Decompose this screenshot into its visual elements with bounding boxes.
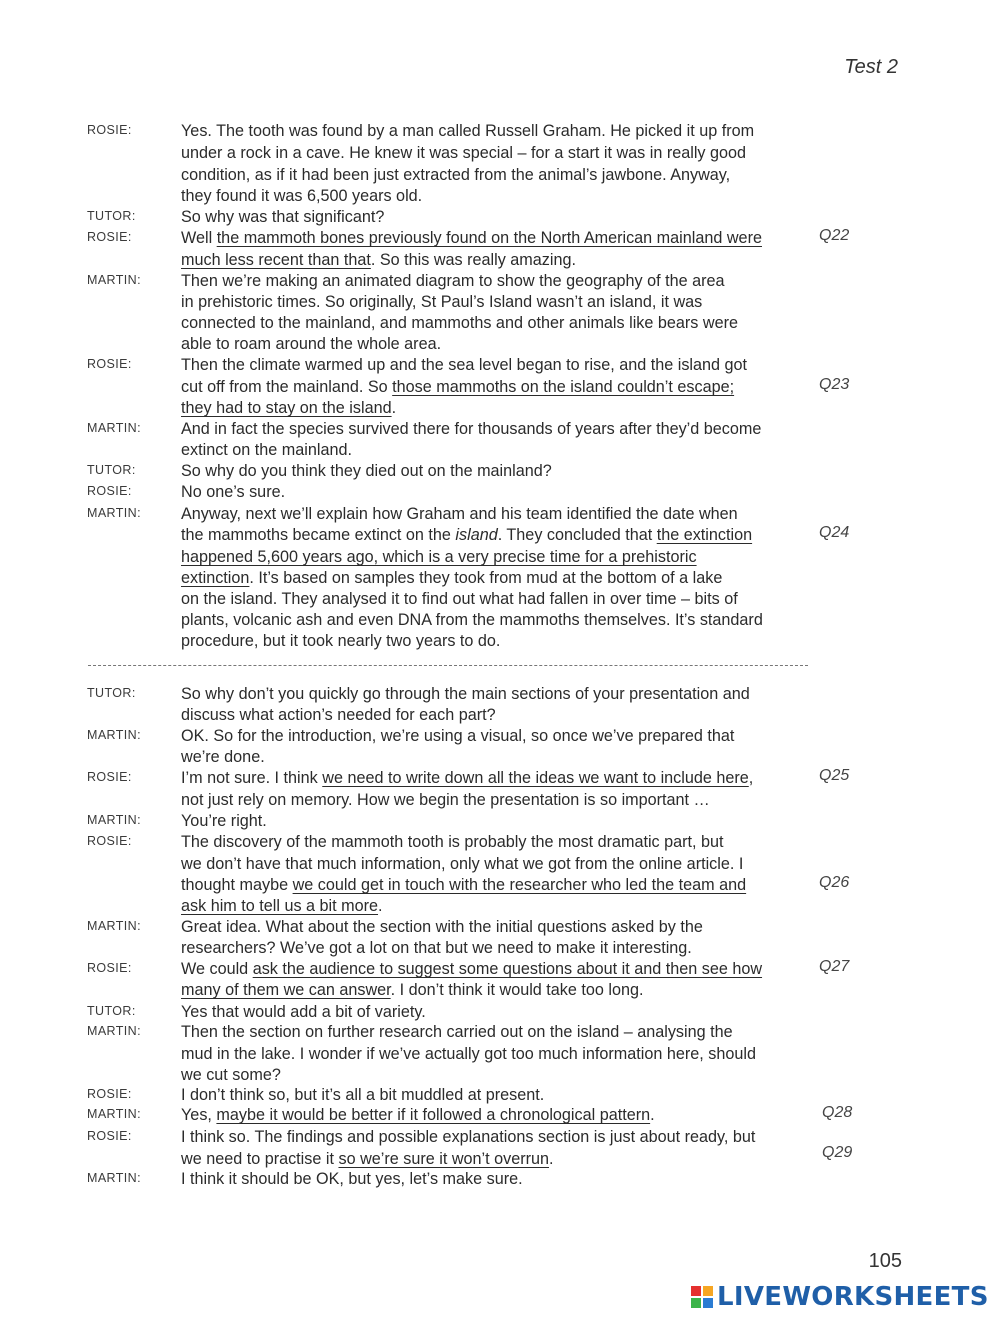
- transcript-line: [0, 185, 999, 207]
- transcript-line: [0, 333, 999, 355]
- transcript-line: [0, 354, 999, 376]
- text-segment: .: [391, 399, 397, 417]
- liveworksheets-logo[interactable]: [691, 1280, 989, 1314]
- text-segment: Then the section on further research carried out on the island – analysing the: [181, 1023, 733, 1041]
- dialogue-text: [181, 630, 500, 652]
- transcript-line: [0, 312, 999, 334]
- dialogue-text: [181, 1168, 523, 1190]
- transcript-line: [0, 546, 999, 568]
- text-segment: Yes,: [181, 1106, 217, 1124]
- dialogue-text: [181, 164, 730, 186]
- dialogue-text: [181, 249, 576, 271]
- dialogue-text: [181, 439, 352, 461]
- dialogue-text: [181, 397, 396, 419]
- transcript-line: [0, 874, 999, 896]
- transcript-line: [0, 1064, 999, 1086]
- speaker-label: ROSIE:: [87, 961, 132, 975]
- transcript-line: [0, 418, 999, 440]
- speaker-label: MARTIN:: [87, 506, 141, 520]
- transcript-line: [0, 460, 999, 482]
- transcript-line: [0, 683, 999, 705]
- text-segment: they found it was 6,500 years old.: [181, 187, 423, 205]
- dialogue-text: [181, 789, 710, 811]
- dialogue-text: [181, 227, 762, 249]
- answer-underline: many of them we can answer: [181, 981, 391, 999]
- transcript-line: [0, 142, 999, 164]
- speaker-label: ROSIE:: [87, 357, 132, 371]
- text-segment: Great idea. What about the section with the initial questions asked by the: [181, 918, 703, 936]
- transcript-line: [0, 206, 999, 228]
- answer-underline: much less recent than that: [181, 251, 371, 269]
- dialogue-text: [181, 206, 384, 228]
- dialogue-text: [181, 1021, 733, 1043]
- text-segment: we don’t have that much information, only what we got from the online article. I: [181, 855, 744, 873]
- dialogue-text: [181, 1001, 426, 1023]
- transcript-line: [0, 1168, 999, 1190]
- dialogue-text: [181, 1126, 755, 1148]
- answer-underline: the extinction: [656, 526, 753, 544]
- dialogue-text: [181, 588, 738, 610]
- transcript-line: [0, 1144, 999, 1170]
- dialogue-text: [181, 937, 692, 959]
- transcript-line: [0, 120, 999, 142]
- text-segment: extinct on the mainland.: [181, 441, 352, 459]
- speaker-label: MARTIN:: [87, 919, 141, 933]
- text-segment: connected to the mainland, and mammoths and other animals like bears were: [181, 314, 738, 332]
- text-segment: plants, volcanic ash and even DNA from the mammoths themselves. It’s standard: [181, 611, 763, 629]
- dialogue-text: [181, 333, 441, 355]
- answer-underline: those mammoths on the island couldn’t escape;: [392, 378, 735, 396]
- transcript-line: [0, 164, 999, 186]
- transcript-line: [0, 725, 999, 747]
- text-segment: . It’s based on samples they took from mud at the bottom of a lake: [249, 569, 723, 587]
- text-segment: No one’s sure.: [181, 483, 286, 501]
- transcript-line: [0, 895, 999, 917]
- text-segment: on the island. They analysed it to find out what had fallen in over time – bits of: [181, 590, 738, 608]
- answer-underline: ask the audience to suggest some questions about it and then see how: [252, 960, 763, 978]
- dialogue-text: [181, 725, 734, 747]
- answer-underline: they had to stay on the island: [181, 399, 392, 417]
- dialogue-text: [181, 1084, 544, 1106]
- transcript-line: [0, 376, 999, 398]
- transcript-line: [0, 853, 999, 875]
- transcript-line: [0, 916, 999, 938]
- transcript-line: [0, 1001, 999, 1023]
- speaker-label: MARTIN:: [87, 1107, 141, 1121]
- transcript-line: [0, 789, 999, 811]
- dialogue-text: [181, 185, 422, 207]
- logo-tile: [691, 1286, 701, 1296]
- transcript-line: [0, 979, 999, 1001]
- question-marker: Q22: [819, 227, 850, 244]
- text-segment: the mammoths became extinct on the: [181, 526, 456, 544]
- text-segment: Anyway, next we’ll explain how Graham and his team identified the date when: [181, 505, 738, 523]
- dialogue-text: [181, 1104, 655, 1126]
- speaker-label: ROSIE:: [87, 123, 132, 137]
- speaker-label: MARTIN:: [87, 1024, 141, 1038]
- speaker-label: ROSIE:: [87, 484, 132, 498]
- text-segment: not just rely on memory. How we begin the presentation is so important …: [181, 791, 710, 809]
- text-segment: island: [455, 526, 498, 544]
- text-segment: discuss what action’s needed for each part?: [181, 706, 496, 724]
- text-segment: So why don’t you quickly go through the main sections of your presentation and: [181, 685, 750, 703]
- dialogue-text: [181, 767, 753, 789]
- speaker-label: MARTIN:: [87, 273, 141, 287]
- transcript-line: [0, 746, 999, 768]
- dialogue-text: [181, 1043, 756, 1065]
- dialogue-text: [181, 704, 496, 726]
- transcript-line: [0, 1021, 999, 1043]
- transcript-line: [0, 1043, 999, 1065]
- text-segment: researchers? We’ve got a lot on that but we need to make it interesting.: [181, 939, 692, 957]
- logo-tiles-icon: [691, 1286, 713, 1308]
- dialogue-text: [181, 746, 265, 768]
- speaker-label: MARTIN:: [87, 421, 141, 435]
- dialogue-text: [181, 481, 285, 503]
- text-segment: . I don’t think it would take too long.: [390, 981, 644, 999]
- transcript-line: [0, 481, 999, 503]
- text-segment: The discovery of the mammoth tooth is probably the most dramatic part, but: [181, 833, 724, 851]
- text-segment: You’re right.: [181, 812, 267, 830]
- dialogue-text: [181, 958, 762, 980]
- text-segment: .: [378, 897, 383, 915]
- text-segment: we need to practise it: [181, 1150, 339, 1168]
- text-segment: under a rock in a cave. He knew it was special – for a start it was in really good: [181, 144, 747, 162]
- transcript-line: [0, 1084, 999, 1106]
- dialogue-text: [181, 270, 725, 292]
- transcript-line: [0, 291, 999, 313]
- speaker-label: ROSIE:: [87, 1129, 132, 1143]
- text-segment: . They concluded that: [497, 526, 657, 544]
- text-segment: Yes. The tooth was found by a man called Russell Graham. He picked it up from: [181, 122, 755, 140]
- transcript-line: [0, 588, 999, 610]
- text-segment: ,: [748, 769, 754, 787]
- text-segment: .: [650, 1106, 655, 1124]
- text-segment: I think it should be OK, but yes, let’s make sure.: [181, 1170, 523, 1188]
- answer-underline: we need to write down all the ideas we want to include here: [322, 769, 749, 787]
- question-marker: Q25: [819, 767, 850, 784]
- transcript-line: [0, 704, 999, 726]
- transcript-line: [0, 270, 999, 292]
- logo-text: LIVEWORKSHEETS: [717, 1282, 989, 1312]
- text-segment: We could: [181, 960, 253, 978]
- transcript-line: [0, 831, 999, 853]
- dialogue-text: [181, 1064, 281, 1086]
- dialogue-text: [181, 916, 703, 938]
- transcript-line: [0, 810, 999, 832]
- transcript-line: [0, 503, 999, 525]
- answer-underline: maybe it would be better if it followed a chronological pattern: [216, 1106, 651, 1124]
- text-segment: I think so. The findings and possible explanations section is just about ready, but: [181, 1128, 756, 1146]
- text-segment: .: [549, 1150, 554, 1168]
- text-segment: . So this was really amazing.: [370, 251, 576, 269]
- text-segment: able to roam around the whole area.: [181, 335, 442, 353]
- text-segment: So why do you think they died out on the mainland?: [181, 462, 552, 480]
- question-marker: Q24: [819, 524, 850, 541]
- dialogue-text: [181, 418, 761, 440]
- text-segment: Then the climate warmed up and the sea level began to rise, and the island got: [181, 356, 748, 374]
- answer-underline: happened 5,600 years ago, which is a very precise time for a prehistoric: [181, 548, 697, 566]
- transcript-line: [0, 227, 999, 249]
- text-segment: OK. So for the introduction, we’re using a visual, so once we’ve prepared that: [181, 727, 735, 745]
- speaker-label: TUTOR:: [87, 209, 136, 223]
- question-marker: Q29: [822, 1144, 853, 1161]
- dialogue-text: [181, 895, 383, 917]
- dialogue-text: [181, 567, 722, 589]
- dialogue-text: [181, 1148, 554, 1170]
- dialogue-text: [181, 503, 738, 525]
- text-segment: I don’t think so, but it’s all a bit muddled at present.: [181, 1086, 545, 1104]
- text-segment: Then we’re making an animated diagram to show the geography of the area: [181, 272, 725, 290]
- answer-underline: so we’re sure it won’t overrun: [338, 1150, 549, 1168]
- text-segment: procedure, but it took nearly two years to do.: [181, 632, 501, 650]
- text-segment: we cut some?: [181, 1066, 281, 1084]
- transcript-line: [0, 767, 999, 789]
- transcript-line: [0, 609, 999, 631]
- text-segment: Well: [181, 229, 217, 247]
- logo-tile: [691, 1298, 701, 1308]
- dialogue-text: [181, 810, 267, 832]
- dialogue-text: [181, 312, 738, 334]
- dialogue-text: [181, 142, 746, 164]
- page-number: 105: [868, 1250, 902, 1272]
- speaker-label: TUTOR:: [87, 1004, 136, 1018]
- speaker-label: ROSIE:: [87, 230, 132, 244]
- transcript-line: [0, 249, 999, 271]
- dialogue-text: [181, 291, 702, 313]
- speaker-label: ROSIE:: [87, 834, 132, 848]
- answer-underline: ask him to tell us a bit more: [181, 897, 379, 915]
- transcript-line: [0, 630, 999, 652]
- dialogue-text: [181, 979, 644, 1001]
- dialogue-text: [181, 460, 552, 482]
- answer-underline: we could get in touch with the researcher who led the team and: [292, 876, 747, 894]
- transcript-line: [0, 1104, 999, 1126]
- text-segment: mud in the lake. I wonder if we’ve actually got too much information here, should: [181, 1045, 756, 1063]
- text-segment: condition, as if it had been just extracted from the animal’s jawbone. Anyway,: [181, 166, 731, 184]
- dialogue-text: [181, 853, 743, 875]
- dialogue-text: [181, 609, 763, 631]
- question-marker: Q26: [819, 874, 850, 891]
- speaker-label: TUTOR:: [87, 686, 136, 700]
- transcript-line: [0, 524, 999, 546]
- text-segment: And in fact the species survived there for thousands of years after they’d become: [181, 420, 762, 438]
- speaker-label: ROSIE:: [87, 770, 132, 784]
- question-marker: Q27: [819, 958, 850, 975]
- speaker-label: TUTOR:: [87, 463, 136, 477]
- test-label: Test 2: [844, 56, 898, 78]
- text-segment: we’re done.: [181, 748, 265, 766]
- dialogue-text: [181, 683, 750, 705]
- dialogue-text: [181, 546, 697, 568]
- text-segment: Yes that would add a bit of variety.: [181, 1003, 426, 1021]
- answer-underline: the mammoth bones previously found on the North American mainland were: [216, 229, 762, 247]
- dialogue-text: [181, 874, 746, 896]
- dialogue-text: [181, 120, 754, 142]
- transcript-line: [0, 397, 999, 419]
- speaker-label: MARTIN:: [87, 813, 141, 827]
- question-marker: Q28: [822, 1104, 853, 1121]
- text-segment: I’m not sure. I think: [181, 769, 323, 787]
- logo-tile: [703, 1286, 713, 1296]
- answer-underline: extinction: [181, 569, 250, 587]
- dialogue-text: [181, 831, 724, 853]
- transcript-line: [0, 567, 999, 589]
- transcript-line: [0, 958, 999, 980]
- text-segment: So why was that significant?: [181, 208, 385, 226]
- transcript-line: [0, 937, 999, 959]
- dialogue-text: [181, 354, 747, 376]
- text-segment: cut off from the mainland. So: [181, 378, 393, 396]
- question-marker: Q23: [819, 376, 850, 393]
- section-divider: [88, 665, 808, 666]
- text-segment: thought maybe: [181, 876, 293, 894]
- transcript-line: [0, 439, 999, 461]
- dialogue-text: [181, 524, 752, 546]
- text-segment: in prehistoric times. So originally, St Paul’s Island wasn’t an island, it was: [181, 293, 703, 311]
- logo-tile: [703, 1298, 713, 1308]
- speaker-label: MARTIN:: [87, 1171, 141, 1185]
- speaker-label: ROSIE:: [87, 1087, 132, 1101]
- speaker-label: MARTIN:: [87, 728, 141, 742]
- dialogue-text: [181, 376, 734, 398]
